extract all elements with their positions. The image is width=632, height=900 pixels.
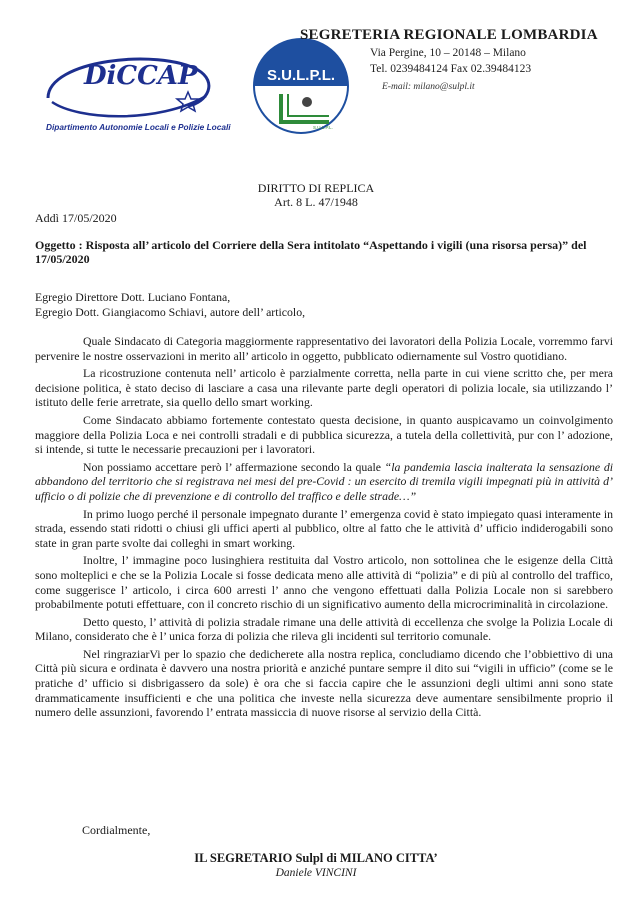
diccap-wordmark: DiCCAP (84, 61, 198, 91)
paragraph: Detto questo, l’ attività di polizia stradale rimane una delle attività di eccellenza che svolge la Polizia Locale di Milano, considerato che è l’ unica forza di polizia che rileva gli incidenti sul territorio comunale. (35, 614, 613, 644)
sulpl-small-label: S.U.L.P.L. (313, 125, 333, 130)
paragraph: La ricostruzione contenuta nell’ articolo è parzialmente corretta, nella parte in cui viene scritto che, per mera decisione politica, è stato deciso di lasciare a casa una rilevante parte degli operatori di polizia locale, sia utilizzando l’ istituto delle ferie arretrate, sia quello dello smart working. (35, 366, 613, 410)
signature-title: IL SEGRETARIO Sulpl di MILANO CITTA’ (194, 851, 438, 865)
document-title: DIRITTO DI REPLICA (257, 181, 375, 195)
paragraph: Come Sindacato abbiamo fortemente contestato questa decisione, in quanto auspicavamo un coinvolgimento maggiore della Polizia Loca e nei controlli stradali e di pubblica sicurezza, a tutela della collettività, pur con l’ adozione, si intende, si tutte le necessarie precauzioni per i lavoratori. (35, 412, 613, 457)
diccap-caption: Dipartimento Autonomie Locali e Polizie Locali (46, 122, 231, 132)
letter-body (35, 334, 613, 723)
law-reference: Art. 8 L. 47/1948 (274, 195, 358, 209)
diccap-logo (38, 40, 238, 138)
office-title: SEGRETERIA REGIONALE LOMBARDIA (300, 27, 598, 43)
paragraph: Inoltre, l’ immagine poco lusinghiera restituita dal Vostro articolo, non sottolinea che le esigenze della Città sono molteplici e che se la Polizia Locale si fosse dedicata meno alle attività di “polizia” e di più al controllo del traffico, come suggerisce l’ articolo, i circa 600 arresti l’ anno che vengono effettuati dalla Polizia Locale non si sarebbero probabilmente potuti effettuare, con il concreto rischio di un significativo aumento della microcriminalità in circolazione. (35, 553, 613, 612)
sulpl-wordmark: S.U.L.P.L. (266, 67, 336, 84)
letter-date: Addì 17/05/2020 (35, 211, 117, 225)
office-address: Via Pergine, 10 – 20148 – Milano (370, 47, 526, 59)
emblem-icon (302, 97, 312, 107)
paragraph: In primo luogo perché il personale impegnato durante l’ emergenza covid è stato impiegato quasi interamente in strada, essendo stati ridotti o chiusi gli uffici aperti al pubblico, oltre al fatto che le attività d’ ufficio indiderogabili sono state in gran parte svolte dai colleghi in smart working. (35, 506, 613, 550)
quote-intro: Non possiamo accettare però l’ affermazione secondo la quale (83, 459, 381, 474)
salutation-director: Egregio Direttore Dott. Luciano Fontana, (35, 290, 231, 304)
paragraph: Quale Sindacato di Categoria maggiormente rappresentativo dei lavoratori della Polizia Locale, vorremmo farvi pervenire le nostre osservazioni in merito all’ articolo in oggetto, pubblicato odiernamente sul Vostro quotidiano. (35, 334, 613, 363)
office-phone: Tel. 0239484124 Fax 02.39484123 (370, 63, 532, 75)
closing: Cordialmente, (82, 823, 151, 837)
salutation-author: Egregio Dott. Giangiacomo Schiavi, autore dell’ articolo, (35, 305, 306, 319)
office-email: E-mail: milano@sulpl.it (382, 82, 475, 92)
sulpl-logo (241, 36, 359, 136)
quote-paragraph (35, 460, 613, 504)
paragraph: Nel ringraziarVi per lo spazio che dedicherete alla nostra replica, concludiamo dicendo che l’obbiettivo di una Città più sicura e ordinata è davvero una nostra priorità e anziché puntare sempre il dito sui “vigili in ufficio” (come se le pratiche d’ ufficio si disbrigassero da sole) è ora che si faccia capire che le assunzioni degli ultimi anni sono state drammaticamente insufficienti e che una politica che investe nella sicurezza deve aumentare sensibilmente proprio il numero delle assunzioni, favorendo l’ entrata massiccia di nuove risorse al servizio della Città. (35, 646, 613, 720)
letter-subject: Oggetto : Risposta all’ articolo del Corriere della Sera intitolato “Aspettando i vigili (una risorsa persa)” del 17/05/2020 (35, 238, 587, 266)
quoted-text: “la pandemia lascia inalterata la sensazione di abbandono del territorio che si registrava nei mesi del pre-Covid : un esercito di tremila vigili impegnati più in attività d’ ufficio o di polizie che di prevenzione e di controllo del traffico e delle strade…” (35, 459, 613, 503)
signature-name: Daniele VINCINI (275, 867, 357, 879)
